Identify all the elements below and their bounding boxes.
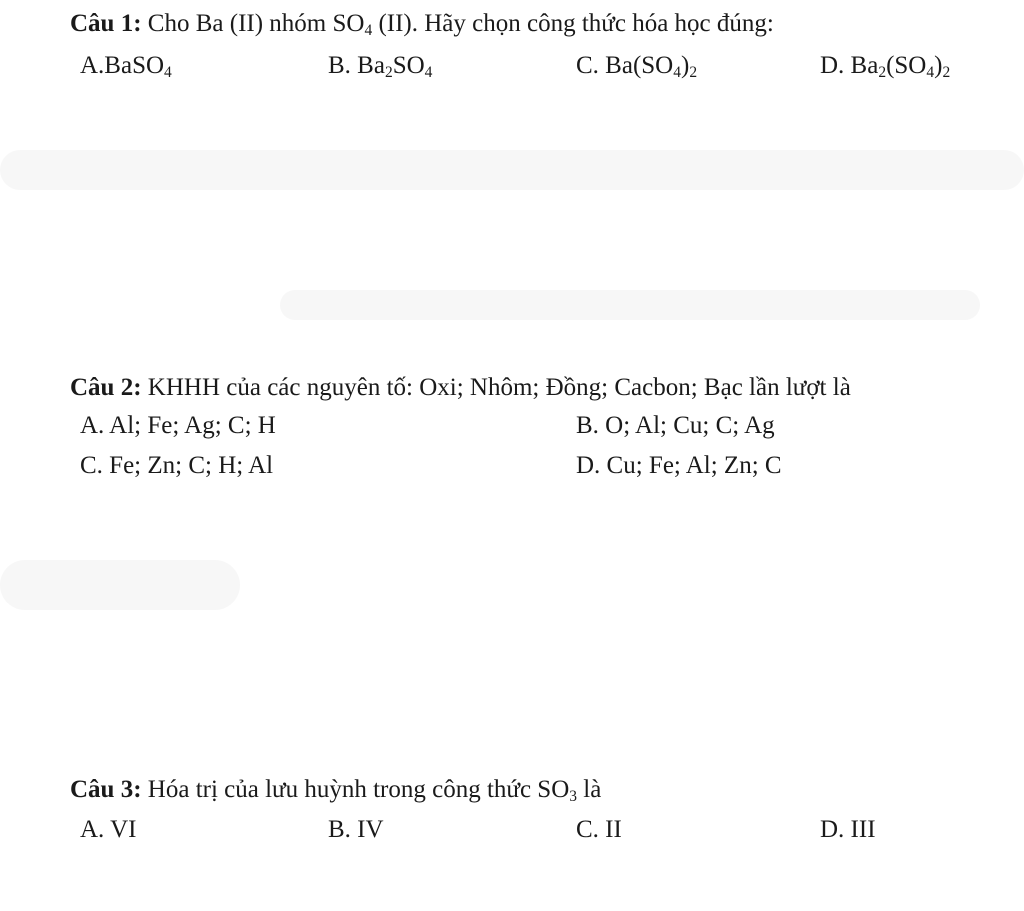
question-2-label: Câu 2: [70,374,142,401]
question-3-stem: Câu 3: Hóa trị của lưu huỳnh trong công thức $SO_3$ là [70,776,602,805]
question-2-text: KHHH của các nguyên tố: Oxi; Nhôm; Đồng; Cacbon; Bạc lần lượt là [141,374,851,401]
q1-option-a[interactable]: A.BaSO$_4$ [80,52,172,81]
q3-option-c[interactable]: C. II [576,816,622,843]
question-2-stem [70,372,1004,404]
background-smudge [0,560,240,610]
question-3 [70,774,1004,806]
q1-option-d[interactable]: D. $Ba_2(SO_4)_2$ [820,52,951,81]
q3-option-d[interactable]: D. III [820,816,876,843]
question-1-text: Cho Ba (II) nhóm SO [141,10,365,37]
q3-option-a[interactable]: A. VI [80,816,137,843]
question-3-text: Hóa trị của lưu huỳnh trong công thức SO [141,776,570,803]
question-3-label: Câu 3: [70,776,142,803]
q3-option-b[interactable]: B. IV [328,816,384,843]
question-1 [70,8,1004,40]
q1-option-c[interactable]: C. $Ba(SO_4)_2$ [576,52,698,81]
q2-option-c[interactable]: C. Fe; Zn; C; H; Al [80,452,274,479]
background-smudge [0,150,1024,190]
q2-option-d[interactable]: D. Cu; Fe; Al; Zn; C [576,452,782,479]
question-1-stem: Câu 1: Cho Ba (II) nhóm $SO_4$ (II). Hãy chọn công thức hóa học đúng: [70,10,774,39]
question-2 [70,372,1004,404]
background-smudge [280,290,980,320]
q1-option-b[interactable]: B. $Ba_2SO_4$ [328,52,433,81]
q2-option-b[interactable]: B. O; Al; Cu; C; Ag [576,412,775,439]
question-1-label: Câu 1: [70,10,142,37]
q2-option-a[interactable]: A. Al; Fe; Ag; C; H [80,412,276,439]
